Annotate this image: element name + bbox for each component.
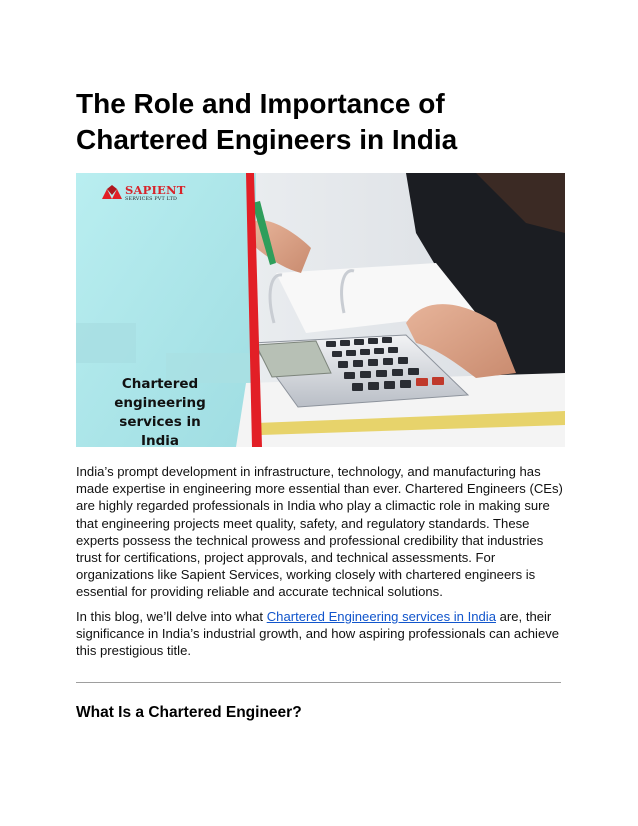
hero-caption-line-2: services in <box>119 414 201 430</box>
calculator-red-key <box>416 378 428 386</box>
hero-caption <box>76 375 244 447</box>
article-title <box>76 86 576 158</box>
intro-paragraph: India’s prompt development in infrastructure, technology, and manufacturing has made expertise in engineering more essential than ever. Chartered Engineers (CEs) are highly regarded professionals in India who play a climactic role in making sure that engineering projects meet quality, safety, and regulatory standards. These experts possess the technical prowess and professional credibility that industries trust for certifications, project approvals, and technical assessments. For organizations like Sapient Services, working closely with chartered engineers is essential for providing reliable and accurate technical solutions. <box>76 464 563 600</box>
paragraph-text: are, their significance in India’s industrial growth, and how aspiring professionals can achieve this prestigious title. <box>76 609 560 659</box>
blog-overview-paragraph <box>76 608 566 660</box>
hero-image <box>76 173 565 447</box>
section-heading: What Is a Chartered Engineer? <box>76 704 302 721</box>
logo-subtitle: SERVICES PVT LTD <box>125 197 178 202</box>
triangle-logo-icon <box>102 185 122 199</box>
title-line-1: The Role and Importance of <box>76 88 445 119</box>
paragraph-text: In this blog, we’ll delve into what <box>76 609 267 624</box>
calculator-red-key <box>432 377 444 385</box>
hero-caption-line-1: Chartered engineering <box>114 376 206 411</box>
hero-caption-line-3: India <box>140 433 180 447</box>
logo-name: SAPIENT <box>125 183 186 197</box>
chartered-engineering-link[interactable]: Chartered Engineering services in India <box>266 609 496 624</box>
keyboard-shape <box>76 323 136 363</box>
section-divider <box>76 682 561 683</box>
title-line-2: Chartered Engineers in India <box>76 124 458 155</box>
